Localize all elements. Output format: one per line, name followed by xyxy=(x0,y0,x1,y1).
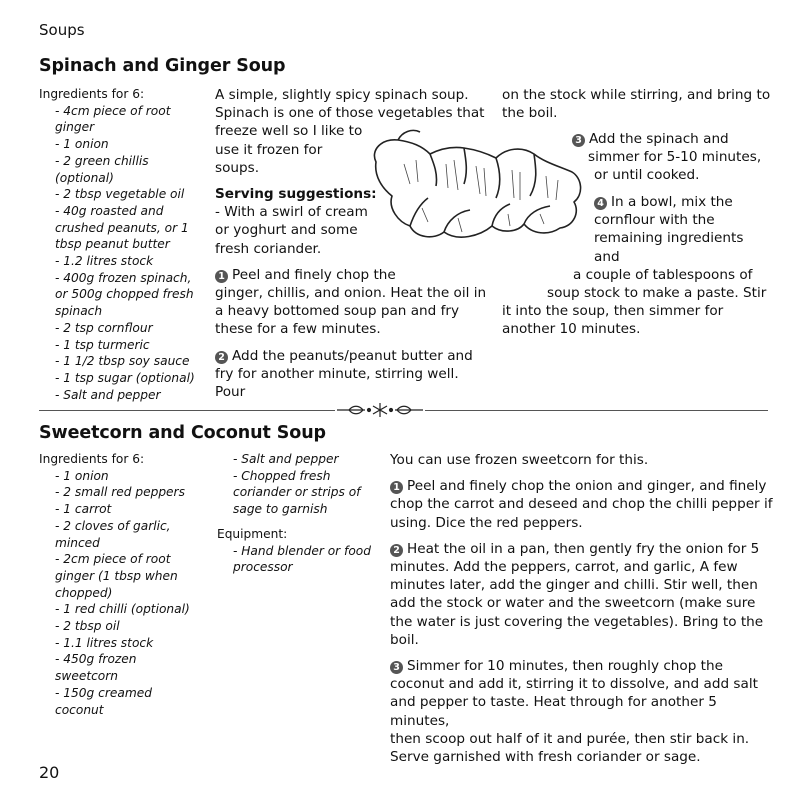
step-1-line: these for a few minutes. xyxy=(215,321,381,338)
ingredient-line: - 2cm piece of root xyxy=(55,552,171,567)
ingredient-line: - 1.1 litres stock xyxy=(55,635,154,650)
ingredients-list-spinach xyxy=(39,86,204,403)
step-2-line: 2 Add the peanuts/peanut butter and xyxy=(215,347,490,365)
step-number-badge: 3 xyxy=(572,134,585,147)
intro-line: soups. xyxy=(215,159,260,176)
serving-line: fresh coriander. xyxy=(215,240,322,257)
ingredient-line: - 400g frozen spinach, xyxy=(55,270,192,285)
ingredient-line: - 1 carrot xyxy=(55,502,112,517)
intro-line: use it frozen for xyxy=(215,141,323,158)
step-number-badge: 3 xyxy=(390,661,403,674)
ingredient-line: spinach xyxy=(55,304,103,319)
ingredient-line: - Salt and pepper xyxy=(233,452,339,466)
recipe1-right-column xyxy=(502,86,772,122)
ingredient-line: - 1 onion xyxy=(55,137,109,152)
intro-line: Spinach is one of those vegetables that xyxy=(215,105,485,122)
ingredient-line: - 450g frozen xyxy=(55,652,137,667)
ingredient-line: - 1 onion xyxy=(55,468,109,483)
ingredient-line: - 1 1/2 tbsp soy sauce xyxy=(55,354,190,369)
step-2-cont-line: on the stock while stirring, and bring to xyxy=(502,87,771,103)
recipe-title-sweetcorn-coconut: Sweetcorn and Coconut Soup xyxy=(39,423,326,443)
equipment-heading: Equipment: xyxy=(217,526,288,541)
step-4-block: 4 In a bowl, mix the cornflour with the remaining ingredients and a couple of tablespoons of soup stock to make a paste. Stir it into the soup, then simmer for another 10 minutes. xyxy=(502,194,767,338)
ingredient-line: - 2 cloves of garlic, xyxy=(55,518,171,533)
step-2-line: fry for another minute, stirring well. Pour xyxy=(215,365,459,401)
ingredient-line: - 1 tsp sugar (optional) xyxy=(55,370,195,385)
ingredients-list-sweetcorn-col2 xyxy=(217,451,382,576)
ingredient-line: - 2 green chillis xyxy=(55,153,149,168)
ingredient-line: - 1 tsp turmeric xyxy=(55,337,150,352)
serving-line: - With a swirl of cream xyxy=(215,204,368,221)
ingredient-line: ginger xyxy=(55,120,95,135)
ingredient-line: (optional) xyxy=(55,170,114,185)
ingredient-line: tbsp peanut butter xyxy=(55,237,170,252)
ingredient-line: - 1 red chilli (optional) xyxy=(55,602,190,617)
ingredient-line: minced xyxy=(55,535,100,550)
ingredient-line: coriander or strips of xyxy=(233,485,361,500)
recipe-title-spinach-ginger: Spinach and Ginger Soup xyxy=(39,56,286,76)
equipment-line: - Hand blender or food xyxy=(233,543,371,558)
ingredient-line: - Salt and pepper xyxy=(55,387,161,402)
step-number-badge: 4 xyxy=(594,197,607,210)
step-1-line: 1 Peel and finely chop the xyxy=(215,266,490,284)
ingredient-line: ginger (1 tbsp when xyxy=(55,568,178,583)
step-2-cont-line: the boil. xyxy=(502,105,558,122)
ingredient-line: - Chopped fresh xyxy=(233,468,331,483)
serving-heading: Serving suggestions: xyxy=(215,186,377,203)
ingredient-line: - 150g creamed xyxy=(55,685,152,700)
ingredient-line: crushed peanuts, or 1 xyxy=(55,220,189,235)
ingredients-list-sweetcorn xyxy=(39,451,214,718)
ornament-flourish-icon xyxy=(335,402,425,418)
section-label: Soups xyxy=(39,21,85,39)
ingredient-line: or 500g chopped fresh xyxy=(55,287,194,302)
step-number-badge: 1 xyxy=(390,481,403,494)
ingredient-line: - 2 tbsp vegetable oil xyxy=(55,187,185,202)
ingredients-heading: Ingredients for 6: xyxy=(39,87,145,101)
recipe2-intro: You can use frozen sweetcorn for this. xyxy=(390,452,649,468)
step-3-block: 3 Add the spinach and simmer for 5-10 minutes, or until cooked. xyxy=(572,130,772,185)
ingredient-line: - 2 tbsp oil xyxy=(55,619,120,634)
ingredient-line: - 1.2 litres stock xyxy=(55,254,154,269)
ingredient-line: - 2 small red peppers xyxy=(55,485,185,500)
recipe1-middle-column xyxy=(215,86,490,401)
equipment-line: processor xyxy=(233,560,293,575)
step-number-badge: 2 xyxy=(215,351,228,364)
ingredient-line: - 2 tsp cornflour xyxy=(55,320,153,335)
recipe2-method: You can use frozen sweetcorn for this. 1 Peel and finely chop the onion and ginger, and finely chop the carrot and deseed and chop the chilli pepper if using. Dice the red peppers. 2 Heat the oil in a pan, then gently fry the onion for 5 minutes. Add the peppers, carrot, and garlic, A few minutes later, add the ginger and chilli. Stir well, then add the stock or water and the sweetcorn (make sure the water is just covering the vegetables). Bring to the boil. 3 Simmer for 10 minutes, then roughly chop the coconut and add it, stirring it to dissolve, and add salt and pepper to taste. Heat through for another 5 minutes, then scoop out half of it and purée, then stir back in. Serve garnished with fresh coriander or sage. xyxy=(390,451,775,766)
page-number: 20 xyxy=(39,763,60,782)
ingredient-line: sweetcorn xyxy=(55,669,118,684)
ingredient-line: - 4cm piece of root xyxy=(55,103,171,118)
intro-line: A simple, slightly spicy spinach soup. xyxy=(215,87,469,103)
ingredients-heading: Ingredients for 6: xyxy=(39,452,145,466)
ingredient-line: chopped) xyxy=(55,585,113,600)
serving-line: or yoghurt and some xyxy=(215,222,358,239)
step-1-line: ginger, chillis, and onion. Heat the oil in xyxy=(215,285,487,302)
step-1-line: a heavy bottomed soup pan and fry xyxy=(215,303,460,320)
ingredient-line: sage to garnish xyxy=(233,502,328,517)
ingredient-line: - 40g roasted and xyxy=(55,203,164,218)
step-number-badge: 2 xyxy=(390,544,403,557)
step-number-badge: 1 xyxy=(215,270,228,283)
intro-line: freeze well so I like to xyxy=(215,123,363,140)
ingredient-line: coconut xyxy=(55,702,104,717)
